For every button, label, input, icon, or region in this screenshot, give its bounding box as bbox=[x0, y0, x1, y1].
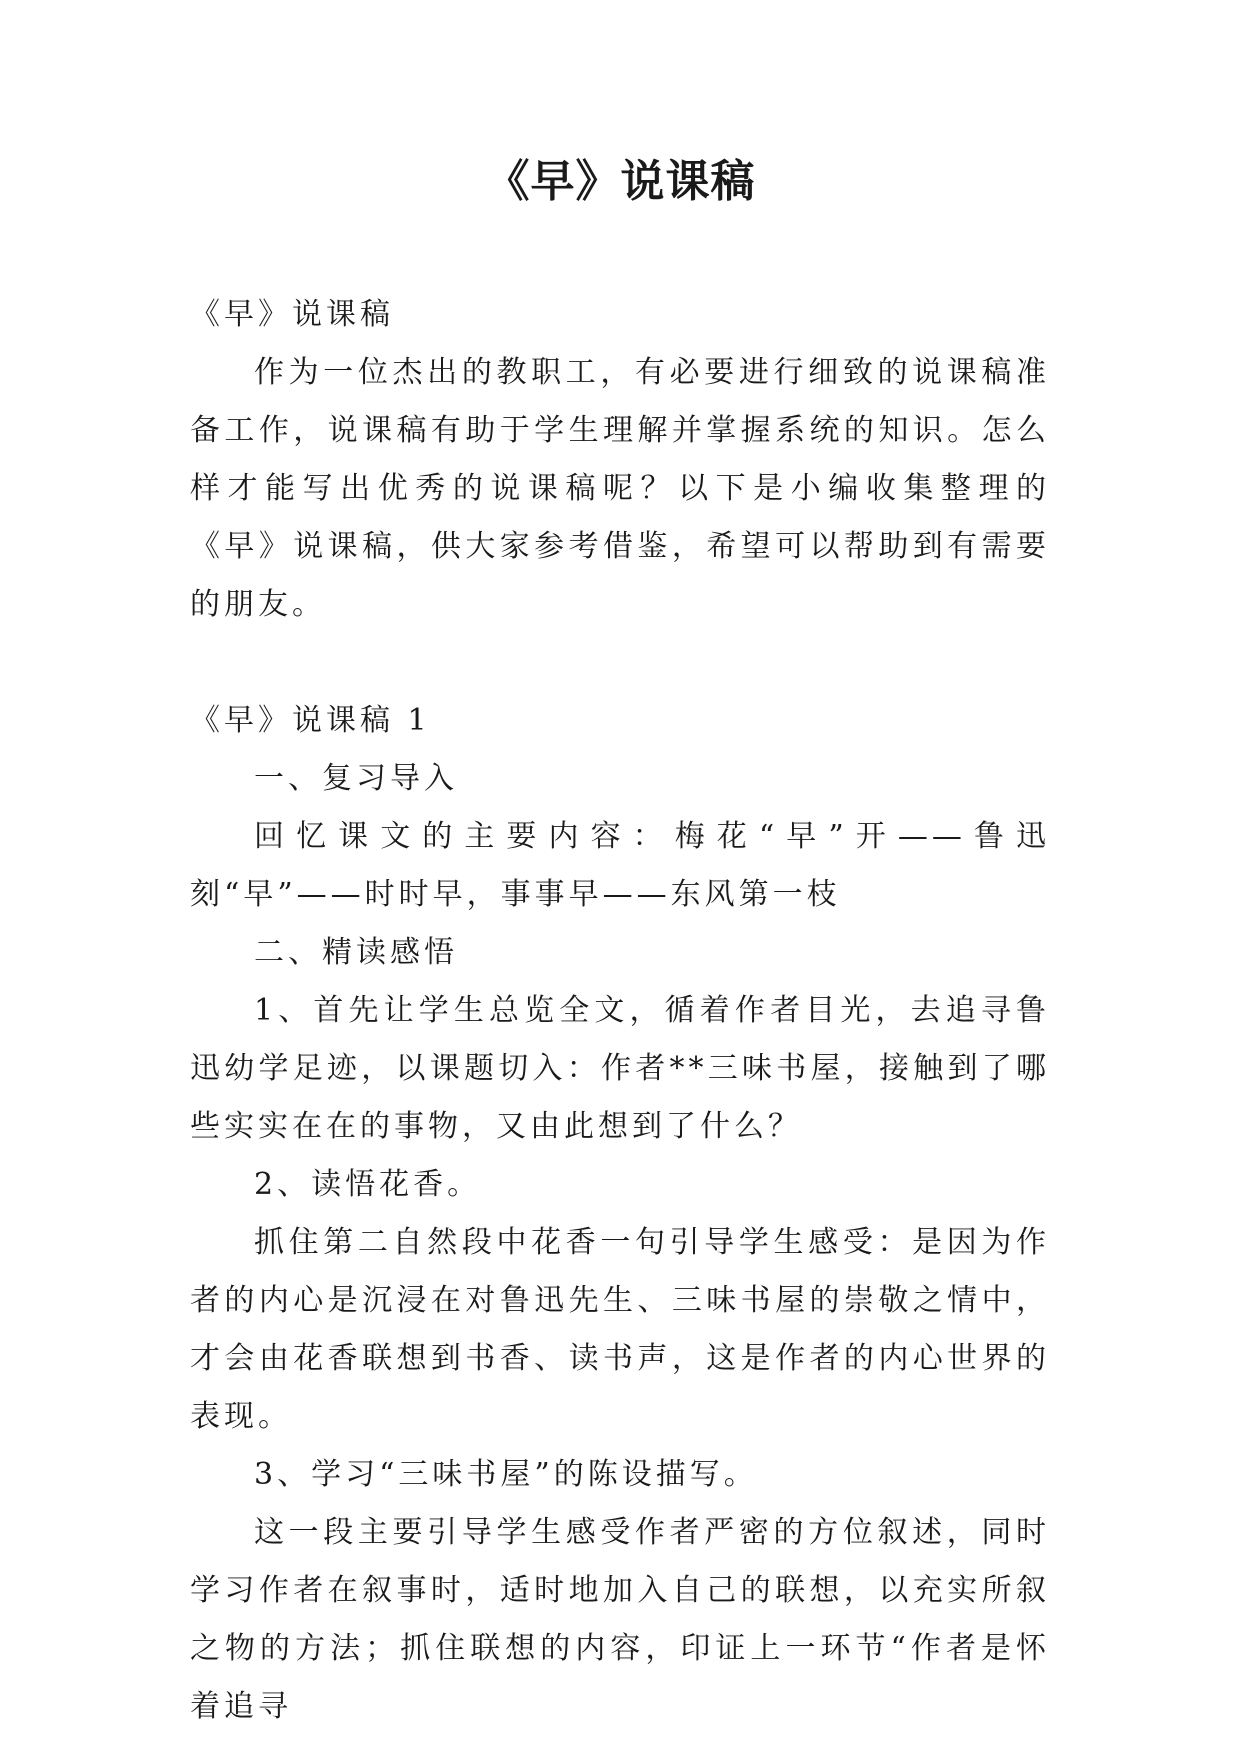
section-heading-1: 《早》说课稿 1 bbox=[190, 703, 431, 738]
document-body bbox=[190, 286, 1050, 1736]
subheading-review: 一、复习导入 bbox=[254, 761, 458, 796]
paragraph-heading-intro: 《早》说课稿 bbox=[190, 297, 394, 332]
paragraph-step-2: 2、读悟花香。 bbox=[254, 1167, 482, 1202]
paragraph-gap bbox=[190, 634, 1050, 692]
document-title: 《早》说课稿 bbox=[485, 156, 756, 207]
paragraph-step-3: 3、学习“三味书屋”的陈设描写。 bbox=[254, 1457, 758, 1492]
subheading-reading: 二、精读感悟 bbox=[254, 935, 458, 970]
paragraph-intro: 作为一位杰出的教职工，有必要进行细致的说课稿准备工作，说课稿有助于学生理解并掌握系统的知识。怎么样才能写出优秀的说课稿呢？以下是小编收集整理的《早》说课稿，供大家参考借鉴，希望可以帮助到有需要的朋友。 bbox=[190, 355, 1050, 622]
paragraph-flower-scent: 抓住第二自然段中花香一句引导学生感受：是因为作者的内心是沉浸在对鲁迅先生、三味书屋的崇敬之情中，才会由花香联想到书香、读书声，这是作者的内心世界的表现。 bbox=[190, 1225, 1050, 1434]
paragraph-step-1: 1、首先让学生总览全文，循着作者目光，去追寻鲁迅幼学足迹，以课题切入：作者**三味书屋，接触到了哪些实实在在的事物，又由此想到了什么？ bbox=[190, 993, 1050, 1144]
paragraph-review: 回忆课文的主要内容：梅花“早”开——鲁迅刻“早”——时时早，事事早——东风第一枝 bbox=[190, 819, 1050, 912]
paragraph-layout-description: 这一段主要引导学生感受作者严密的方位叙述，同时学习作者在叙事时，适时地加入自己的联想，以充实所叙之物的方法；抓住联想的内容，印证上一环节“作者是怀着追寻 bbox=[190, 1515, 1050, 1724]
